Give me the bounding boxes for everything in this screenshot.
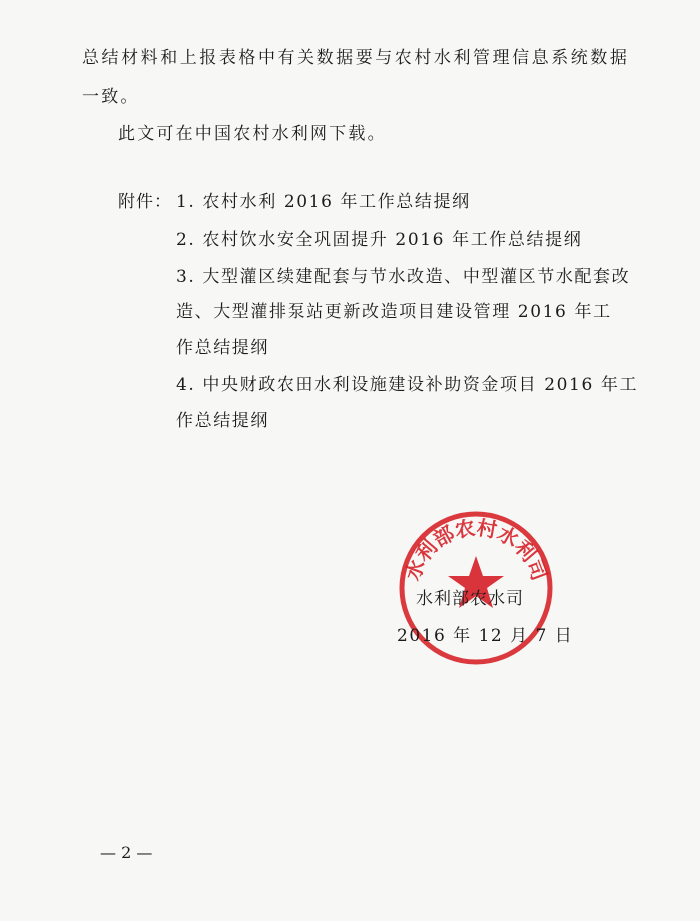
- attachment-item-4-line-2: 作总结提纲: [176, 411, 269, 431]
- attachment-item-4-line-1: 4. 中央财政农田水利设施建设补助资金项目 2016 年工: [176, 375, 639, 395]
- svg-text:水利部农村水利司: 水利部农村水利司: [400, 515, 552, 584]
- download-note: 此文可在中国农村水利网下载。: [118, 124, 387, 144]
- issuing-organization: 水利部农水司: [416, 589, 524, 609]
- body-paragraph-line: 一致。: [82, 87, 140, 107]
- attachment-item-3-line-1: 3. 大型灌区续建配套与节水改造、中型灌区节水配套改: [176, 267, 631, 287]
- page-number: — 2 —: [100, 843, 153, 862]
- attachment-item-1: 1. 农村水利 2016 年工作总结提纲: [176, 192, 471, 212]
- issue-date: 2016 年 12 月 7 日: [397, 626, 574, 646]
- attachments-label: 附件：: [118, 192, 172, 212]
- attachment-item-2: 2. 农村饮水安全巩固提升 2016 年工作总结提纲: [176, 230, 583, 250]
- attachment-item-3-line-3: 作总结提纲: [176, 338, 269, 358]
- body-paragraph-line: 总结材料和上报表格中有关数据要与农村水利管理信息系统数据: [82, 48, 630, 68]
- attachment-item-3-line-2: 造、大型灌排泵站更新改造项目建设管理 2016 年工: [176, 302, 612, 322]
